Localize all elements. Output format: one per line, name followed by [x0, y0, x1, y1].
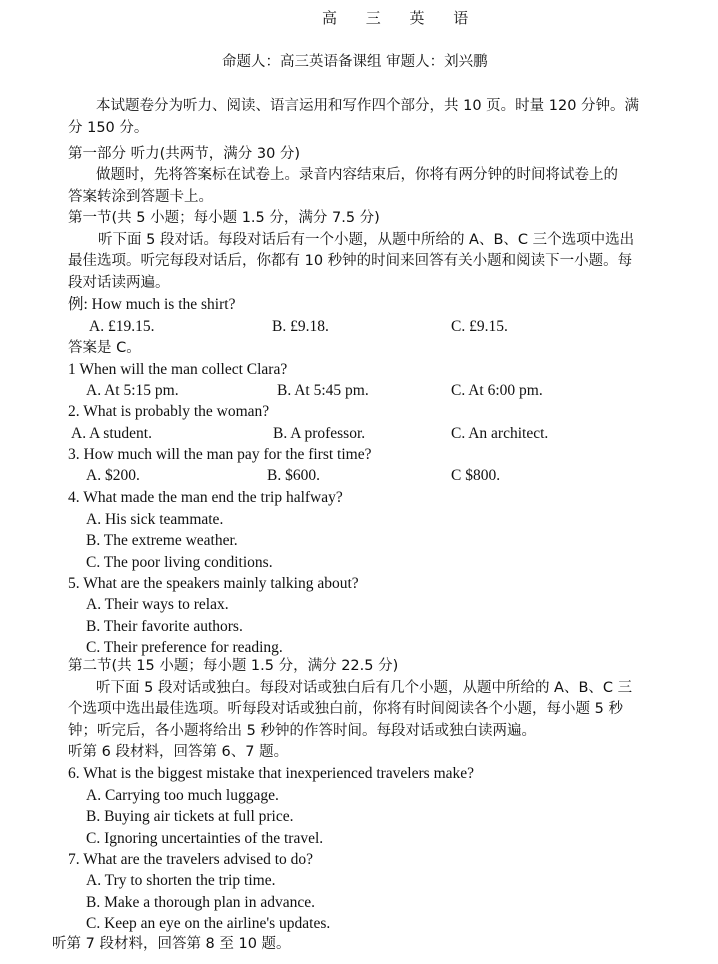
example-option-b: B. £9.18. — [272, 318, 329, 335]
q1-option-a: A. At 5:15 pm. — [86, 382, 179, 399]
material-7-label: 听第 7 段材料，回答第 8 至 10 题。 — [52, 936, 291, 952]
q5-option-c: C. Their preference for reading. — [86, 639, 283, 656]
q6-option-c: C. Ignoring uncertainties of the travel. — [86, 830, 324, 847]
q5-stem: 5. What are the speakers mainly talking about? — [68, 575, 359, 592]
intro-line-1: 本试题卷分为听力、阅读、语言运用和写作四个部分，共 10 页。时量 120 分钟。满 — [96, 98, 640, 114]
q2-option-b: B. A professor. — [273, 425, 366, 442]
section2-instr-line-1: 听下面 5 段对话或独白。每段对话或独白后有几个小题，从题中所给的 A、B、C 三 — [96, 680, 633, 696]
q1-option-b: B. At 5:45 pm. — [277, 382, 369, 399]
q5-option-a: A. Their ways to relax. — [86, 596, 229, 613]
authors-line: 命题人：高三英语备课组 审题人：刘兴鹏 — [222, 54, 488, 70]
q1-stem: 1 When will the man collect Clara? — [68, 361, 288, 378]
q7-option-c: C. Keep an eye on the airline's updates. — [86, 915, 331, 932]
page-title: 高 三 英 语 — [322, 9, 481, 27]
q7-option-a: A. Try to shorten the trip time. — [86, 872, 276, 889]
q5-option-b: B. Their favorite authors. — [86, 618, 243, 635]
q6-option-a: A. Carrying too much luggage. — [86, 787, 279, 804]
q2-stem: 2. What is probably the woman? — [68, 403, 270, 420]
example-answer: 答案是 C。 — [68, 340, 141, 356]
intro-line-2: 分 150 分。 — [68, 120, 149, 136]
q6-stem: 6. What is the biggest mistake that inexperienced travelers make? — [68, 765, 475, 782]
q4-option-b: B. The extreme weather. — [86, 532, 238, 549]
q4-option-c: C. The poor living conditions. — [86, 554, 273, 571]
q4-stem: 4. What made the man end the trip halfway? — [68, 489, 343, 506]
part1-heading: 第一部分 听力(共两节，满分 30 分) — [68, 146, 301, 162]
q1-option-c: C. At 6:00 pm. — [451, 382, 543, 399]
section2-instr-line-3: 钟；听完后，各小题将给出 5 秒钟的作答时间。每段对话或独白读两遍。 — [68, 723, 536, 739]
q3-option-a: A. $200. — [86, 467, 140, 484]
q3-option-c: C $800. — [451, 467, 501, 484]
section2-instr-line-2: 个选项中选出最佳选项。听每段对话或独白前，你将有时间阅读各个小题，每小题 5 秒 — [68, 701, 623, 717]
part1-note-line-2: 答案转涂到答题卡上。 — [68, 189, 213, 205]
example-option-c: C. £9.15. — [451, 318, 508, 335]
q7-stem: 7. What are the travelers advised to do? — [68, 851, 314, 868]
q7-option-b: B. Make a thorough plan in advance. — [86, 894, 315, 911]
q2-option-c: C. An architect. — [451, 425, 549, 442]
example-question: 例: How much is the shirt? — [68, 296, 236, 313]
q4-option-a: A. His sick teammate. — [86, 511, 224, 528]
section1-instr-line-3: 段对话读两遍。 — [68, 275, 170, 291]
section1-instr-line-1: 听下面 5 段对话。每段对话后有一个小题，从题中所给的 A、B、C 三个选项中选出 — [98, 232, 635, 248]
material-6-label: 听第 6 段材料，回答第 6、7 题。 — [68, 744, 289, 760]
q3-stem: 3. How much will the man pay for the first time? — [68, 446, 372, 463]
q2-option-a: A. A student. — [71, 425, 152, 442]
section1-heading: 第一节(共 5 小题；每小题 1.5 分，满分 7.5 分) — [68, 210, 380, 226]
q6-option-b: B. Buying air tickets at full price. — [86, 808, 294, 825]
section1-instr-line-2: 最佳选项。听完每段对话后，你都有 10 秒钟的时间来回答有关小题和阅读下一小题。每 — [68, 253, 633, 269]
example-option-a: A. £19.15. — [89, 318, 155, 335]
section2-heading: 第二节(共 15 小题；每小题 1.5 分，满分 22.5 分) — [68, 658, 399, 674]
part1-note-line-1: 做题时，先将答案标在试卷上。录音内容结束后，你将有两分钟的时间将试卷上的 — [96, 167, 618, 183]
q3-option-b: B. $600. — [267, 467, 320, 484]
